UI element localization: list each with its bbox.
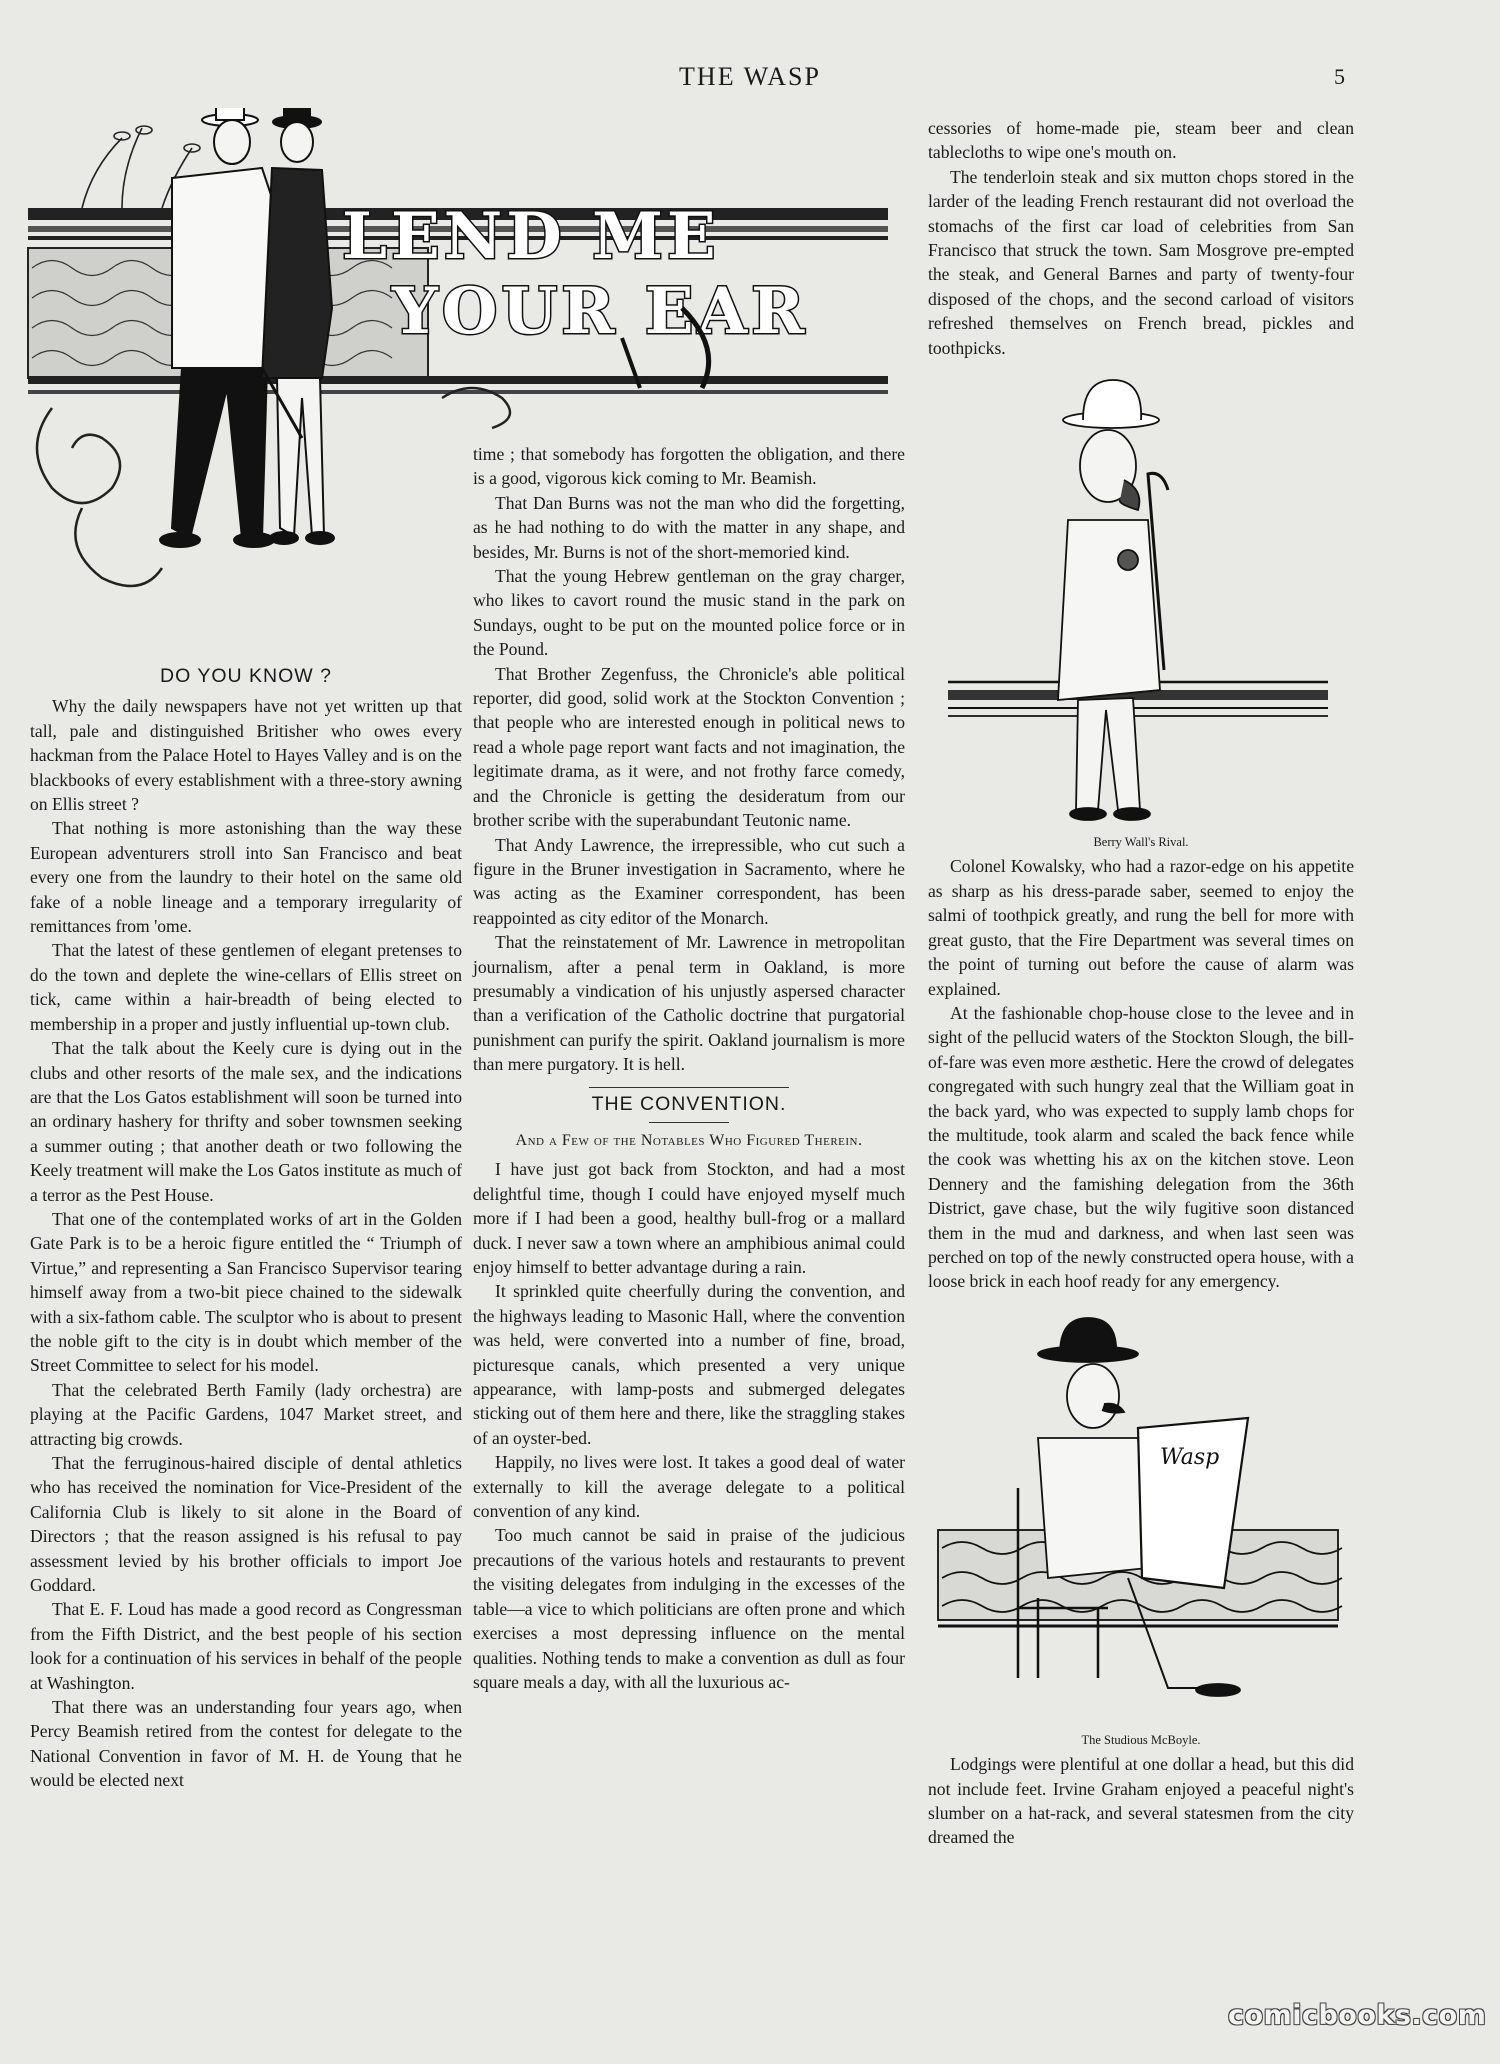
paragraph: Lodgings were plentiful at one dollar a head, but this did not include feet. Irvine Graham enjoyed a peaceful night's slumber on a hat-rack, and several statesmen from the city dreamed the: [928, 1754, 1354, 1848]
paragraph: time ; that somebody has forgotten the obligation, and there is a good, vigorous kick coming to Mr. Beamish.: [473, 444, 905, 489]
paragraph: That the reinstatement of Mr. Lawrence in metropolitan journalism, after a penal term in Oakland, is more presumably a vindication of his unjustly aspersed character than a verification of the Catholic doctrine that purgatorial punishment can purify the spirit. Oakland journalism is more than mere purgatory. It is hell.: [473, 932, 905, 1075]
paragraph: That E. F. Loud has made a good record as Congressman from the Fifth District, and the best people of his section look for a continuation of his services in behalf of the people at Washington.: [30, 1599, 462, 1693]
column-3: [928, 116, 1354, 1850]
paragraph: The tenderloin steak and six mutton chops stored in the larder of the leading French restaurant did not overload the stomachs of the first car load of celebrities from San Francisco that struck the town. Sam Mosgrove pre-empted the steak, and General Barnes and party of twenty-four disposed of the chops, and the second carload of visitors refreshed themselves on French bread, pickles and toothpicks.: [928, 166, 1354, 358]
illustration-caption: The Studious McBoyle.: [1081, 1732, 1201, 1747]
paragraph: That the ferruginous-haired disciple of dental athletics who has received the nomination for Vice-President of the California Club is likely to sit alone in the Board of Directors ; that the reason assigned is his refusal to pay assessment levied by his brother officials to import Joe Goddard.: [30, 1453, 462, 1596]
paragraph: I have just got back from Stockton, and had a most delightful time, though I could have enjoyed myself much more if I had been a good, healthy bull-frog or a mallard duck. I never saw a town where an amphibious animal could enjoy himself to better advantage during a rain.: [473, 1159, 905, 1277]
paragraph: Too much cannot be said in praise of the judicious precautions of the various hotels and restaurants to prevent the visiting delegates from indulging in the excesses of the table—a vice to which politicians are often prone and which exercises a most depressing influence on the mental qualities. Nothing tends to make a convention as dull as four square meals a day, with all the luxurious ac-: [473, 1525, 905, 1692]
section-heading-do-you-know: DO YOU KNOW ?: [160, 665, 332, 687]
watermark: comicbooks.com: [1228, 2000, 1487, 2031]
paragraph: That the young Hebrew gentleman on the gray charger, who likes to cavort round the music stand in the park on Sundays, ought to be put on the mounted police force or in the Pound.: [473, 566, 905, 660]
paragraph: Happily, no lives were lost. It takes a good deal of water externally to kill the average delegate to a political convention of any kind.: [473, 1452, 905, 1522]
paragraph: At the fashionable chop-house close to the levee and in sight of the pellucid waters of the Stockton Slough, the bill-of-fare was even more æsthetic. Here the crowd of delegates congregated with such hungry zeal that the William goat in the back yard, who was expected to supply lamb chops for the multitude, took alarm and scaled the back fence while the cook was whetting his ax on the kitchen stove. Leon Dennery and the famishing delegation from the 36th District, gave chase, but the wily fugitive soon distanced them in the mud and darkness, and when last seen was perched on top of the newly constructed opera house, with a loose brick in each hoof ready for any emergency.: [928, 1002, 1354, 1292]
page-number: 5: [1334, 64, 1345, 89]
section-subheading: And a Few of the Notables Who Figured Therein.: [515, 1131, 863, 1149]
newspaper-masthead: Wasp: [1160, 1444, 1220, 1470]
divider: [649, 1122, 729, 1123]
studious-mcboyle-illustration: [928, 1308, 1354, 1728]
paragraph: That Brother Zegenfuss, the Chronicle's able political reporter, did good, solid work at the Stockton Convention ; that people who are interested enough in political news to read a whole page report want facts and not imagination, the legitimate drama, as it were, and not frothy farce comedy, and the Chronicle is getting the desideratum from our brother scribe with the superabundant Teutonic name.: [473, 663, 905, 831]
illustration-caption: Berry Wall's Rival.: [1093, 835, 1189, 850]
column-2: [473, 442, 905, 1694]
paragraph: That one of the contemplated works of art in the Golden Gate Park is to be a heroic figure entitled the “ Triumph of Virtue,” and representing a San Francisco Supervisor tearing himself away from a two-bit piece chained to the sidewalk with a six-fathom cable. The sculptor who is about to present the noble gift to the city is in doubt which member of the Street Committee to select for his model.: [30, 1208, 462, 1376]
paragraph: That Andy Lawrence, the irrepressible, who cut such a figure in the Bruner investigation in Sacramento, where he was acting as the Examiner correspondent, has been reappointed as city editor of the Monarch.: [473, 834, 905, 928]
headline-line-1: LEND ME: [342, 199, 720, 274]
masthead: THE WASP: [679, 62, 821, 91]
headline-line-2: YOUR EAR: [392, 274, 809, 349]
divider: [589, 1087, 789, 1088]
section-heading-convention: THE CONVENTION.: [591, 1092, 787, 1115]
paragraph: It sprinkled quite cheerfully during the convention, and the highways leading to Masonic Hall, where the convention was held, were converted into a number of fine, broad, picturesque canals, which presented a very unique appearance, with lamp-posts and submerged delegates sticking out of them here and there, like the straggling stakes of an oyster-bed.: [473, 1281, 905, 1448]
paragraph: That nothing is more astonishing than the way these European adventurers stroll into San Francisco and beat every one from the laundry to their hotel on the same old fake of a noble lineage and a temporary irregularity of remittances from 'ome.: [30, 818, 462, 937]
paragraph: Colonel Kowalsky, who had a razor-edge on his appetite as sharp as his dress-parade saber, seemed to enjoy the salmi of toothpick greatly, and rung the bell for more with great gusto, that the Fire Department was several times on the point of turning out before the cause of alarm was explained.: [928, 856, 1354, 999]
column-1: [30, 662, 462, 1793]
paragraph: cessories of home-made pie, steam beer and clean tablecloths to wipe one's mouth on.: [928, 118, 1354, 163]
berry-wall-rival-illustration: [928, 370, 1354, 830]
paragraph: That there was an understanding four years ago, when Percy Beamish retired from the contest for delegate to the National Convention in favor of M. H. de Young that he would be elected next: [30, 1697, 462, 1791]
paragraph: That Dan Burns was not the man who did the forgetting, as he had nothing to do with the matter in any shape, and besides, Mr. Burns is not of the short-memoried kind.: [473, 492, 905, 562]
paragraph: Why the daily newspapers have not yet written up that tall, pale and distinguished Britisher who owes every hackman from the Palace Hotel to Hayes Valley and is on the blackbooks of every establishment with a three-story awning on Ellis street ?: [30, 696, 462, 815]
paragraph: That the celebrated Berth Family (lady orchestra) are playing at the Pacific Gardens, 1047 Market street, and attracting big crowds.: [30, 1379, 462, 1449]
paragraph: That the talk about the Keely cure is dying out in the clubs and other resorts of the male sex, and the indications are that the Los Gatos establishment will soon be turned into an ordinary hashery for thrifty and sober townsmen seeking a summer outing ; that another death or two following the Keely treatment will make the Los Gatos institute as much of a terror as the Pest House.: [30, 1038, 462, 1205]
paragraph: That the latest of these gentlemen of elegant pretenses to do the town and deplete the wine-cellars of Ellis street on tick, came within a hair-breadth of being elected to membership in a proper and justly influential up-town club.: [30, 940, 462, 1034]
